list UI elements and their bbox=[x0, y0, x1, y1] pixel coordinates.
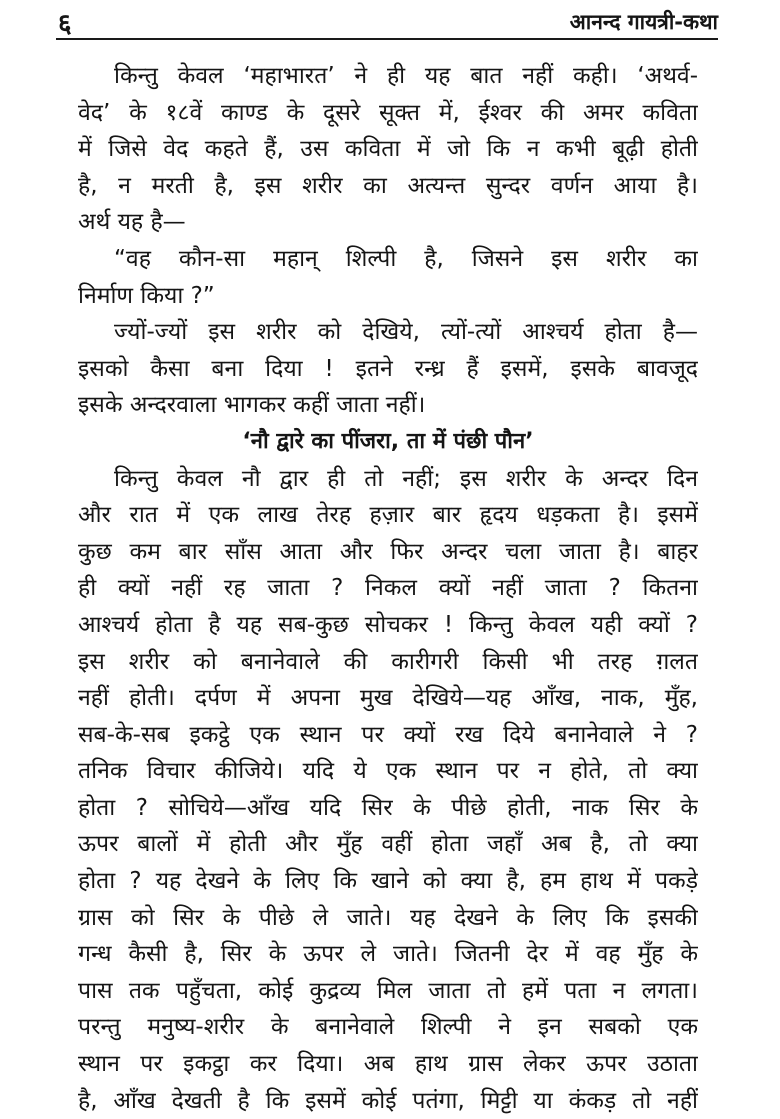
text-line: है, न मरती है, इस शरीर का अत्यन्त सुन्दर वर्णन आया है। bbox=[78, 172, 698, 199]
text-line: है, आँख देखती है कि इसमें कोई पतंगा, मिट्टी या कंकड़ तो नहीं bbox=[78, 1087, 698, 1114]
text-line: होता ? सोचिये—आँख यदि सिर के पीछे होती, नाक सिर के bbox=[78, 794, 698, 821]
text-line: ही क्यों नहीं रह जाता ? निकल क्यों नहीं जाता ? कितना bbox=[78, 575, 698, 602]
text-line: सब-के-सब इकट्ठे एक स्थान पर क्यों रख दिये बनानेवाले ने ? bbox=[78, 721, 698, 748]
text-line: गन्ध कैसी है, सिर के ऊपर ले जाते। जितनी देर में वह मुँह के bbox=[78, 941, 698, 968]
page-header bbox=[56, 8, 718, 40]
text-line: में जिसे वेद कहते हैं, उस कविता में जो कि न कभी बूढ़ी होती bbox=[78, 136, 698, 163]
text-line: तनिक विचार कीजिये। यदि ये एक स्थान पर न होते, तो क्या bbox=[78, 758, 698, 785]
text-line: ज्यों-ज्यों इस शरीर को देखिये, त्यों-त्यों आश्चर्य होता है— bbox=[114, 319, 698, 346]
text-line: होता ? यह देखने के लिए कि खाने को क्या है, हम हाथ में पकड़े bbox=[78, 868, 698, 895]
page-number: ६ bbox=[58, 9, 72, 39]
text-line: ग्रास को सिर के पीछे ले जाते। यह देखने के लिए कि इसकी bbox=[78, 904, 698, 931]
text-line: परन्तु मनुष्य-शरीर के बनानेवाले शिल्पी ने इन सबको एक bbox=[78, 1014, 698, 1041]
running-title: आनन्द गायत्री-कथा bbox=[569, 10, 718, 34]
text-line: इसको कैसा बना दिया ! इतने रन्ध्र हैं इसमें, इसके बावजूद bbox=[78, 355, 698, 382]
text-line: पास तक पहुँचता, कोई कुद्रव्य मिल जाता तो हमें पता न लगता। bbox=[78, 977, 698, 1004]
section-heading: ‘नौ द्वारे का पींजरा, ता में पंछी पौन’ bbox=[242, 428, 534, 454]
text-line: ऊपर बालों में होती और मुँह वहीं होता जहाँ अब है, तो क्या bbox=[78, 831, 698, 858]
body-text bbox=[78, 58, 698, 1119]
text-line: स्थान पर इकट्ठा कर दिया। अब हाथ ग्रास लेकर ऊपर उठाता bbox=[78, 1051, 698, 1078]
text-line: इस शरीर को बनानेवाले की कारीगरी किसी भी तरह ग़लत bbox=[78, 648, 698, 675]
text-line: और रात में एक लाख तेरह हज़ार बार हृदय धड़कता है। इसमें bbox=[78, 502, 698, 529]
text-line: इसके अन्दरवाला भागकर कहीं जाता नहीं। bbox=[78, 392, 426, 419]
text-line: नहीं होती। दर्पण में अपना मुख देखिये—यह आँख, नाक, मुँह, bbox=[78, 685, 698, 712]
text-line: किन्तु केवल नौ द्वार ही तो नहीं; इस शरीर के अन्दर दिन bbox=[114, 465, 698, 492]
text-line: “वह कौन-सा महान् शिल्पी है, जिसने इस शरीर का bbox=[114, 245, 698, 272]
text-line: निर्माण किया ?” bbox=[78, 282, 215, 309]
text-line: वेद’ के १८वें काण्ड के दूसरे सूक्त में, ईश्वर की अमर कविता bbox=[78, 99, 698, 126]
text-line: किन्तु केवल ‘महाभारत’ ने ही यह बात नहीं कही। ‘अथर्व- bbox=[114, 63, 698, 89]
text-line: अर्थ यह है— bbox=[78, 209, 186, 236]
text-line: आश्चर्य होता है यह सब-कुछ सोचकर ! किन्तु केवल यही क्यों ? bbox=[78, 611, 698, 638]
text-line: कुछ कम बार साँस आता और फिर अन्दर चला जाता है। बाहर bbox=[78, 538, 698, 565]
